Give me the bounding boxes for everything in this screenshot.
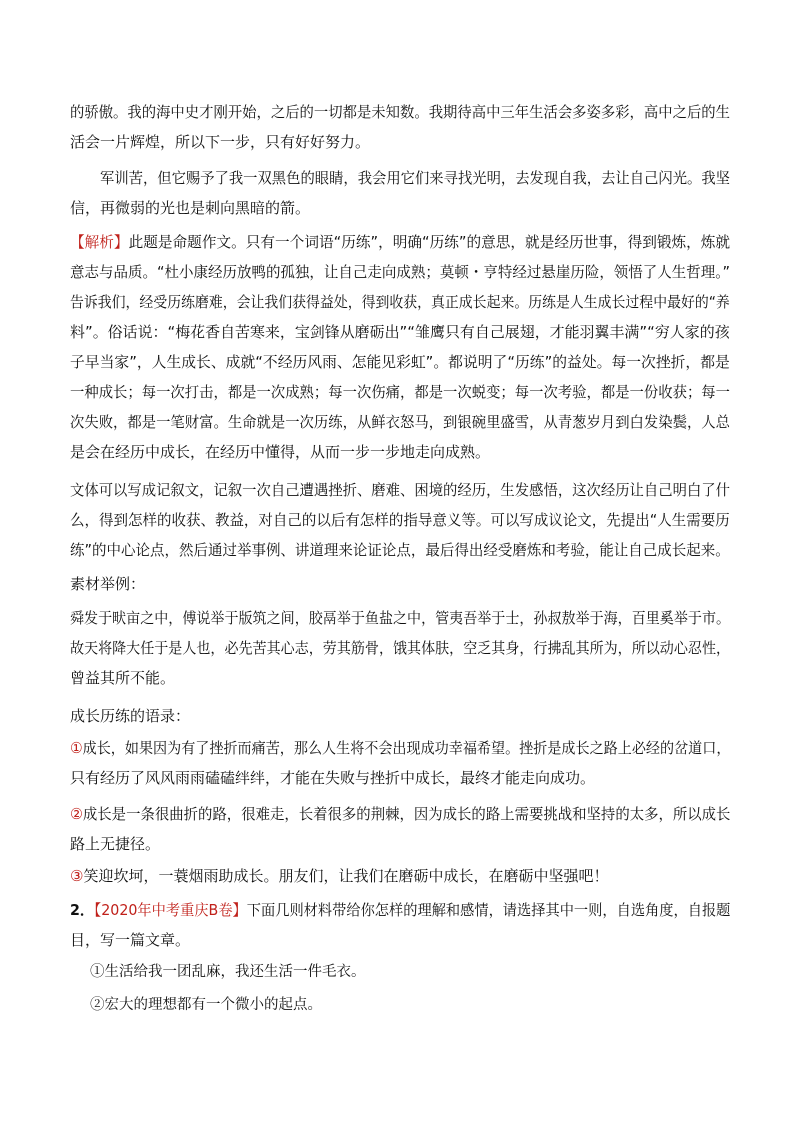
- materials-heading: 素材举例：: [70, 575, 146, 593]
- quote-item: [70, 804, 730, 824]
- quote-line: 只有经历了风风雨雨磕磕绊绊，才能在失败与挫折中成长，最终才能走向成功。: [70, 769, 596, 787]
- analysis-line: 一种成长；每一次打击，都是一次成熟；每一次伤痛，都是一次蜕变；每一次考验，都是一份收获；每一: [70, 383, 730, 401]
- essay-line: 的骄傲。我的海中史才刚开始，之后的一切都是未知数。我期待高中三年生活会多姿多彩，高中之后的生: [70, 103, 730, 121]
- materials-line: 舜发于畎亩之中，傅说举于版筑之间，胶鬲举于鱼盐之中，管夷吾举于士，孙叔敖举于海，百里奚举于市。: [70, 609, 731, 627]
- quote-marker: ②: [70, 805, 83, 823]
- quotes-heading: 成长历练的语录：: [70, 707, 191, 725]
- quote-item: [70, 738, 730, 758]
- quote-line: 路上无捷径。: [70, 835, 161, 853]
- materials-line: 故天将降大任于是人也，必先苦其心志，劳其筋骨，饿其体肤，空乏其身，行拂乱其所为，所以动心忍性，: [70, 639, 731, 657]
- question-source-tag: 【2020年中考重庆B卷】: [94, 901, 247, 919]
- analysis-line: 子早当家”，人生成长、成就“不经历风雨、怎能见彩虹”。都说明了“历练”的益处。每一次挫折，都是: [70, 353, 730, 371]
- question-material: ①生活给我一团乱麻，我还生活一件毛衣。: [90, 964, 366, 980]
- quote-text: 成长是一条很曲折的路，很难走，长着很多的荆棘，因为成长的路上需要挑战和坚持的太多，所以成长: [82, 805, 731, 823]
- question-line: 目，写一篇文章。: [70, 931, 191, 949]
- question-number: 2．: [70, 901, 95, 919]
- advice-line: 文体可以写成记叙文，记叙一次自己遭遇挫折、磨难、困境的经历，生发感悟，这次经历让自己明白了什: [70, 481, 730, 499]
- question-2-line: [70, 900, 730, 920]
- essay-line: 信，再微弱的光也是刺向黑暗的箭。: [70, 199, 311, 217]
- analysis-first-line: [70, 232, 730, 252]
- analysis-line: 料”。俗话说：“梅花香自苦寒来，宝剑锋从磨砺出”“雏鹰只有自己展翅，才能羽翼丰满”“穷人家的孩: [70, 323, 730, 341]
- question-material: ②宏大的理想都有一个微小的起点。: [90, 997, 322, 1013]
- quote-marker: ③: [70, 867, 84, 885]
- analysis-line: 告诉我们，经受历练磨难，会让我们获得益处，得到收获，真正成长起来。历练是人生成长过程中最好的“养: [70, 293, 730, 311]
- quote-item: [70, 866, 608, 886]
- essay-line: 活会一片辉煌，所以下一步，只有好好努力。: [70, 133, 371, 151]
- advice-line: 么，得到怎样的收获、教益，对自己的以后有怎样的指导意义等。可以写成议论文，先提出“人生需要历: [70, 511, 730, 529]
- analysis-line: 是会在经历中成长，在经历中懂得，从而一步一步地走向成熟。: [70, 443, 491, 461]
- analysis-tag: 【解析】: [70, 233, 129, 251]
- quote-text: 成长，如果因为有了挫折而痛苦，那么人生将不会出现成功幸福希望。挫折是成长之路上必经的岔道口，: [82, 739, 731, 757]
- quote-text: 笑迎坎坷，一蓑烟雨助成长。朋友们，让我们在磨砺中成长，在磨砺中坚强吧！: [83, 867, 609, 885]
- quote-marker: ①: [70, 739, 83, 757]
- analysis-line: 次失败，都是一笔财富。生命就是一次历练，从鲜衣怒马，到银碗里盛雪，从青葱岁月到白发染鬓，人总: [70, 413, 730, 431]
- essay-line: 军训苦，但它赐予了我一双黑色的眼睛，我会用它们来寻找光明，去发现自我，去让自己闪光。我坚: [100, 169, 730, 187]
- materials-line: 曾益其所不能。: [70, 669, 176, 687]
- analysis-text: 此题是命题作文。只有一个词语“历练”，明确“历练”的意思，就是经历世事，得到锻炼，炼就: [128, 233, 731, 251]
- question-text: 下面几则材料带给你怎样的理解和感情，请选择其中一则，自选角度，自报题: [246, 901, 731, 919]
- advice-line: 练”的中心论点，然后通过举事例、讲道理来论证论点，最后得出经受磨炼和考验，能让自己成长起来。: [70, 541, 730, 559]
- analysis-line: 意志与品质。“杜小康经历放鸭的孤独，让自己走向成熟；莫顿・亨特经过悬崖历险，领悟了人生哲理。”: [70, 263, 731, 281]
